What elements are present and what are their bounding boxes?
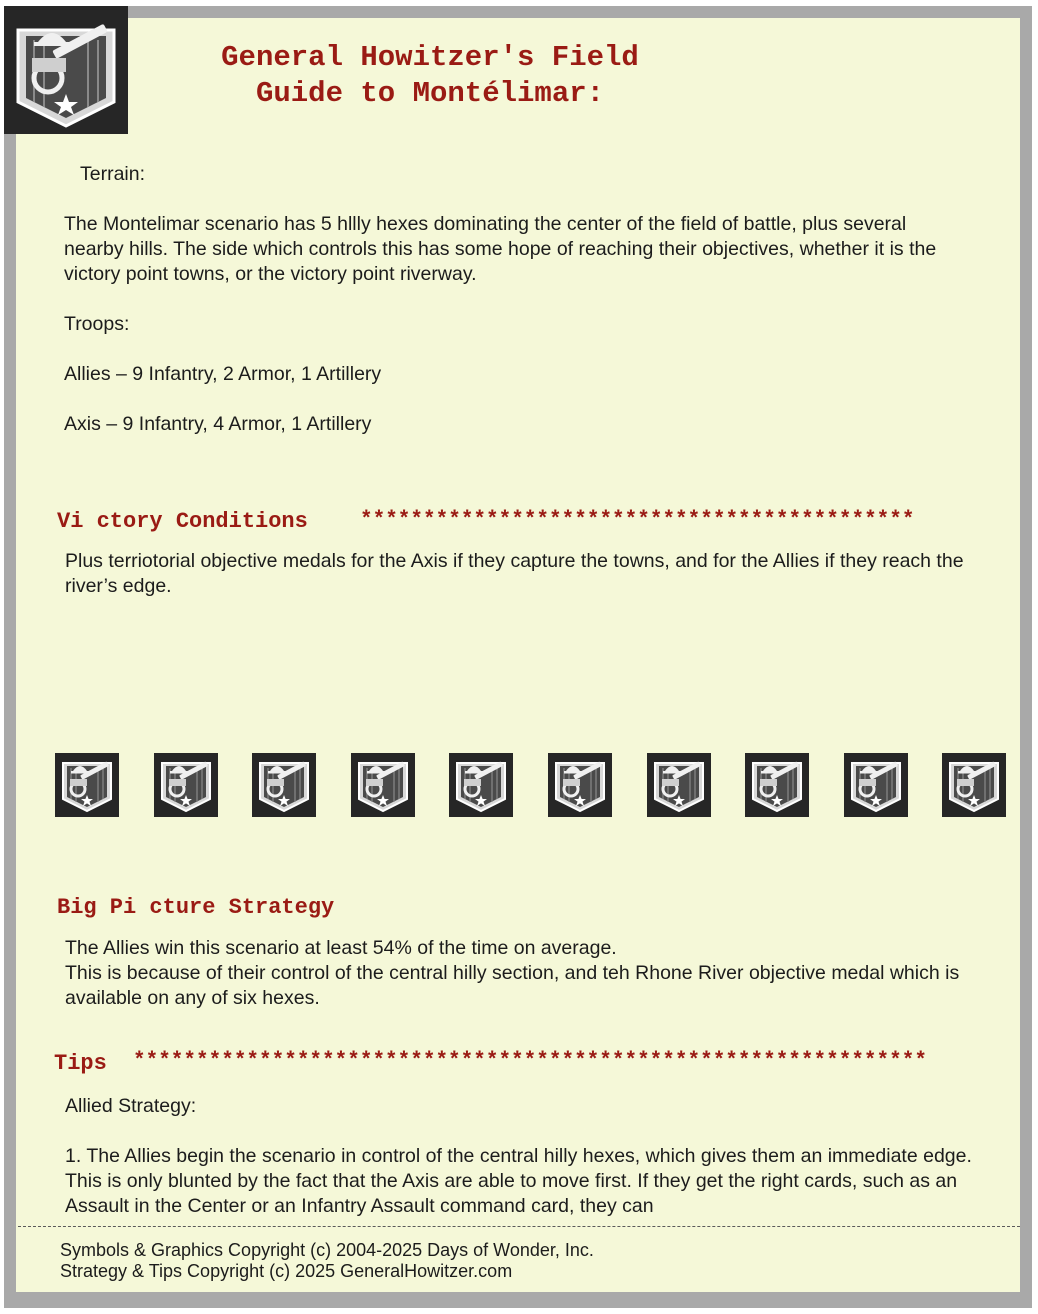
victory-medals-row <box>0 753 1038 819</box>
victory-medal-icon <box>55 753 119 817</box>
victory-stars: ******************************************** <box>360 509 915 532</box>
victory-heading: Vi ctory Conditions <box>57 509 308 534</box>
title-line-2: Guide to Montélimar: <box>255 77 605 110</box>
tips-heading: Tips <box>54 1051 107 1076</box>
victory-text: Plus terriotorial objective medals for the Axis if they capture the towns, and for the Allies if they reach the river’s edge. <box>65 550 964 597</box>
footer-divider <box>18 1226 1020 1227</box>
title-line-1: General Howitzer's Field <box>221 41 639 74</box>
victory-medal-icon <box>647 753 711 817</box>
howitzer-medal-icon <box>4 6 128 134</box>
victory-medal-icon <box>942 753 1006 817</box>
tips-stars: *************************************************************** <box>133 1050 927 1073</box>
victory-medal-icon <box>745 753 809 817</box>
victory-medal-icon <box>449 753 513 817</box>
axis-troops: Axis – 9 Infantry, 4 Armor, 1 Artillery <box>64 413 372 435</box>
tip-1-text: 1. The Allies begin the scenario in control of the central hilly hexes, which gives them an immediate edge. This is only blunted by the fact that the Axis are able to move first. If they get the right cards, such as an Assault in the Center or an Infantry Assault command card, they can <box>65 1145 972 1217</box>
victory-medal-icon <box>154 753 218 817</box>
terrain-text: The Montelimar scenario has 5 hllly hexes dominating the center of the field of battle, plus several nearby hills. The side which controls this has some hope of reaching their objectives, whether it is the victory point towns, or the victory point riverway. <box>64 213 937 285</box>
allies-troops: Allies – 9 Infantry, 2 Armor, 1 Artillery <box>64 363 382 385</box>
footer <box>60 1240 760 1282</box>
footer-copyright-graphics: Symbols & Graphics Copyright (c) 2004-2025 Days of Wonder, Inc. <box>60 1240 594 1260</box>
troops-label: Troops: <box>64 313 130 335</box>
victory-medal-icon <box>548 753 612 817</box>
strategy-heading: Big Pi cture Strategy <box>57 895 335 920</box>
allied-strategy-label: Allied Strategy: <box>65 1095 197 1117</box>
strategy-line2: This is because of their control of the central hilly section, and teh Rhone River objective medal which is available on any of six hexes. <box>65 962 960 1009</box>
victory-medal-icon <box>351 753 415 817</box>
victory-medal-icon <box>252 753 316 817</box>
page-title <box>160 40 700 112</box>
strategy-line1: The Allies win this scenario at least 54% of the time on average. <box>65 937 617 959</box>
guide-page <box>16 18 1020 1292</box>
footer-copyright-strategy: Strategy & Tips Copyright (c) 2025 GeneralHowitzer.com <box>60 1261 513 1281</box>
howitzer-medal-icon-graphic <box>4 6 128 134</box>
terrain-label: Terrain: <box>80 163 146 185</box>
victory-medal-icon <box>844 753 908 817</box>
